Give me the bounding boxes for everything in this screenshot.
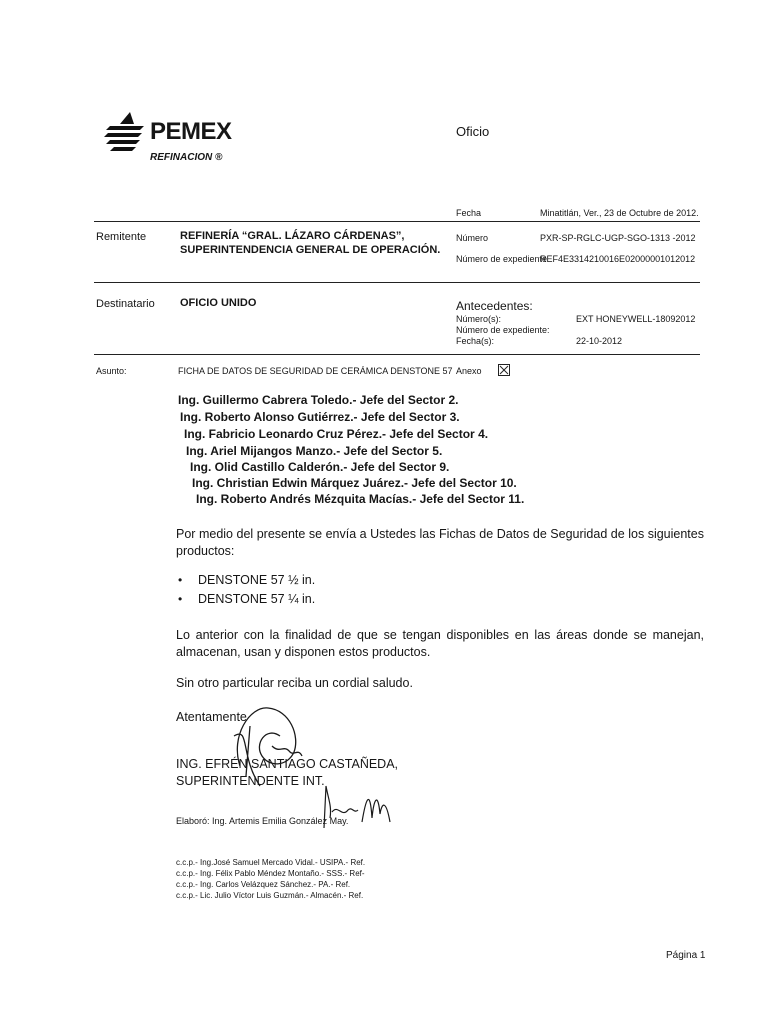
recipient-line: Ing. Guillermo Cabrera Toledo.- Jefe del Sector 2. (178, 393, 459, 407)
logo-wordmark: PEMEX (150, 118, 232, 145)
signature-elaboro (318, 778, 398, 834)
asunto-value: FICHA DE DATOS DE SEGURIDAD DE CERÁMICA DENSTONE 57 (178, 366, 453, 376)
bullet-icon: • (178, 592, 183, 606)
recipient-line: Ing. Olid Castillo Calderón.- Jefe del Sector 9. (190, 460, 450, 474)
antecedentes-fecha-value: 22-10-2012 (576, 336, 623, 346)
remitente-line1: REFINERÍA “GRAL. LÁZARO CÁRDENAS”, (180, 230, 405, 242)
recipient-line: Ing. Roberto Andrés Mézquita Macías.- Jefe del Sector 11. (196, 492, 525, 506)
numero-value: PXR-SP-RGLC-UGP-SGO-1313 -2012 (540, 233, 696, 243)
page-number: Página 1 (666, 950, 706, 961)
divider-middle (94, 282, 700, 283)
antecedentes-numero-label: Número(s): (456, 314, 502, 324)
fecha-label: Fecha (456, 208, 482, 218)
asunto-label: Asunto: (96, 366, 127, 376)
checkbox-x-icon (499, 365, 509, 375)
destinatario-label: Destinatario (96, 298, 155, 310)
remitente-label: Remitente (96, 231, 147, 243)
recipient-line: Ing. Christian Edwin Márquez Juárez.- Jefe del Sector 10. (192, 476, 517, 490)
remitente-line2: SUPERINTENDENCIA GENERAL DE OPERACIÓN. (180, 244, 441, 256)
bullet-icon: • (178, 573, 183, 587)
product-item: DENSTONE 57 ¼ in. (198, 592, 316, 606)
product-item: DENSTONE 57 ½ in. (198, 573, 316, 587)
ccp-line: c.c.p.- Ing. Carlos Velázquez Sánchez.- PA.- Ref. (176, 880, 351, 889)
antecedentes-title: Antecedentes: (456, 299, 533, 313)
numero-label: Número (456, 233, 489, 243)
anexo-label: Anexo (456, 366, 482, 376)
ccp-line: c.c.p.- Ing. Félix Pablo Méndez Montaño.- SSS.- Ref- (176, 869, 365, 878)
recipient-line: Ing. Ariel Mijangos Manzo.- Jefe del Sector 5. (186, 444, 443, 458)
ccp-line: c.c.p.- Lic. Julio Víctor Luis Guzmán.- Almacén.- Ref. (176, 891, 364, 900)
logo-subtitle: REFINACION ® (150, 152, 223, 163)
fecha-value: Minatitlán, Ver., 23 de Octubre de 2012. (540, 208, 699, 218)
recipient-line: Ing. Roberto Alonso Gutiérrez.- Jefe del Sector 3. (180, 410, 460, 424)
body-paragraph-2: Lo anterior con la finalidad de que se tengan disponibles en las áreas donde se manejan, almacenan, usan y disponen estos productos. (176, 628, 704, 659)
elaboro-line: Elaboró: Ing. Artemis Emilia González May. (176, 816, 349, 826)
divider-bottom (94, 354, 700, 355)
body-paragraph-1: Por medio del presente se envía a Ustedes las Fichas de Datos de Seguridad de los siguientes productos: (176, 527, 704, 558)
closing-atentamente: Atentamente (176, 710, 247, 724)
body-paragraph-3: Sin otro particular reciba un cordial saludo. (176, 676, 413, 690)
doc-type: Oficio (456, 124, 490, 139)
antecedentes-expediente-label: Número de expediente: (456, 325, 550, 335)
pemex-logo (104, 108, 254, 170)
expediente-value: REF4E3314210016E02000001012012 (540, 254, 696, 264)
destinatario-value: OFICIO UNIDO (180, 297, 257, 309)
signer-name: ING. EFRÉN SANTIAGO CASTAÑEDA, (176, 757, 399, 771)
expediente-label: Número de expediente (456, 254, 548, 264)
signature-main (210, 696, 320, 796)
anexo-checkbox (498, 364, 510, 376)
signer-title: SUPERINTENDENTE INT. (176, 774, 325, 788)
recipient-line: Ing. Fabricio Leonardo Cruz Pérez.- Jefe del Sector 4. (184, 427, 489, 441)
divider-top (94, 221, 700, 222)
pemex-eagle-icon (104, 110, 148, 154)
ccp-line: c.c.p.- Ing.José Samuel Mercado Vidal.- USIPA.- Ref. (176, 858, 366, 867)
antecedentes-fecha-label: Fecha(s): (456, 336, 495, 346)
antecedentes-numero-value: EXT HONEYWELL-18092012 (576, 314, 696, 324)
